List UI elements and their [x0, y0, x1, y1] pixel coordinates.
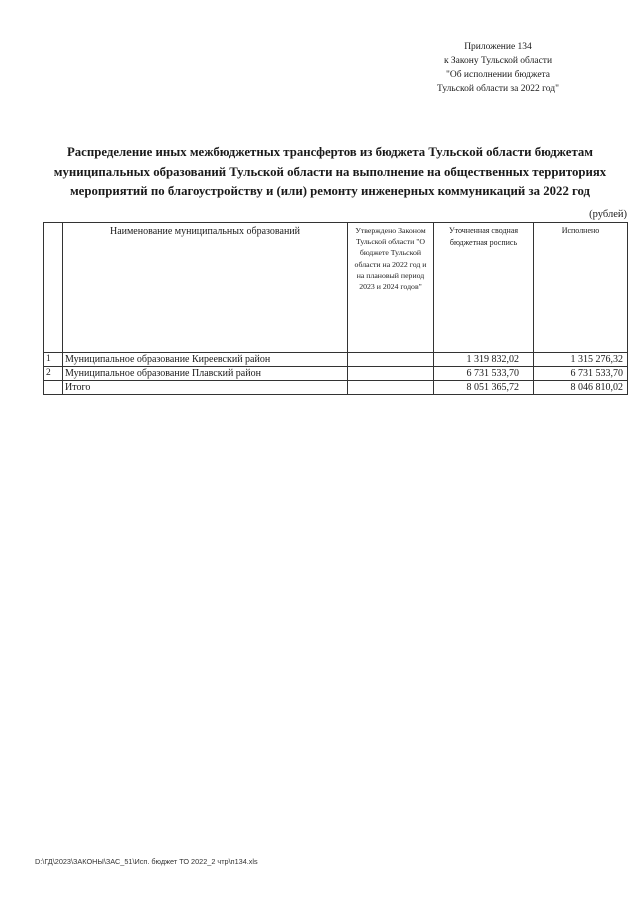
appendix-line-1: Приложение 134 — [464, 42, 532, 52]
title-line-1: Распределение иных межбюджетных трансфертов из бюджета Тульской области бюджетам — [66, 145, 594, 159]
header-name: Наименование муниципальных образований — [63, 223, 348, 353]
table-header-row — [44, 223, 628, 353]
row-num: 2 — [44, 367, 63, 381]
appendix-line-3: "Об исполнении бюджета — [445, 70, 551, 80]
row-num: 1 — [44, 353, 63, 367]
total-law — [348, 381, 434, 395]
row-precise: 6 731 533,70 — [434, 367, 534, 381]
appendix-line-2: к Закону Тульской области — [443, 56, 553, 66]
appendix-line-4: Тульской области за 2022 год" — [437, 84, 559, 94]
header-done: Исполнено — [534, 223, 628, 353]
row-precise: 1 319 832,02 — [434, 353, 534, 367]
title-line-2: муниципальных образований Тульской области на выполнение на общественных территориях — [53, 164, 607, 179]
title-line-3: мероприятий по благоустройству и (или) ремонту инженерных коммуникаций за 2022 год — [69, 184, 591, 198]
table-row — [44, 367, 628, 381]
total-precise: 8 051 365,72 — [434, 381, 534, 395]
total-done: 8 046 810,02 — [534, 381, 628, 395]
total-name: Итого — [63, 381, 348, 395]
appendix-header — [398, 40, 598, 96]
header-law: Утверждено Законом Тульской области "О бюджете Тульской области на 2022 год и на плановый период 2023 и 2024 годов" — [348, 223, 434, 353]
row-done: 1 315 276,32 — [534, 353, 628, 367]
row-name: Муниципальное образование Киреевский район — [63, 353, 348, 367]
row-name: Муниципальное образование Плавский район — [63, 367, 348, 381]
total-num — [44, 381, 63, 395]
table-total-row — [44, 381, 628, 395]
row-law — [348, 353, 434, 367]
file-path-footer: D:\ГД\2023\ЗАКОНЫ\ЗАС_51\Исп. бюджет ТО 2022_2 чтр\п134.xls — [35, 857, 258, 866]
table-row — [44, 353, 628, 367]
transfers-table — [43, 222, 628, 395]
header-precise: Уточненная сводная бюджетная роспись — [434, 223, 534, 353]
row-done: 6 731 533,70 — [534, 367, 628, 381]
row-law — [348, 367, 434, 381]
header-num — [44, 223, 63, 353]
units-label: (рублей) — [589, 209, 627, 220]
document-title — [30, 143, 630, 202]
